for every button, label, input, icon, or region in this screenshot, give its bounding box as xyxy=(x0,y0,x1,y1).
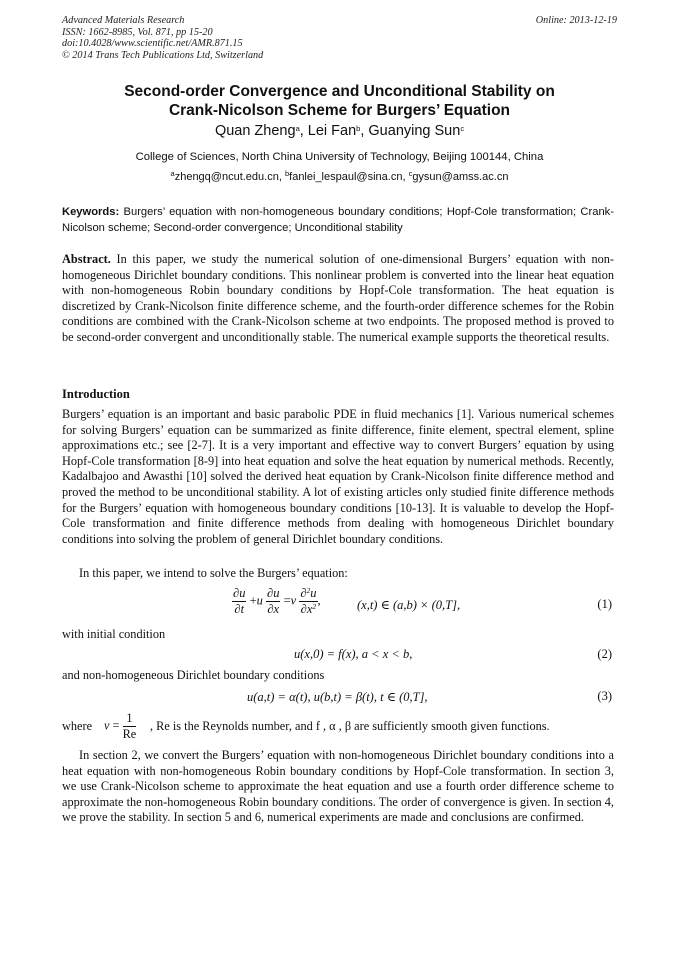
intro-paragraph-3: In section 2, we convert the Burgers’ equation with non-homogeneous Dirichlet boundary conditions into a heat equation with non-homogeneous Robin boundary conditions by Hopf-Cole transformation. In section 3, we use Crank-Nicolson scheme to approximate the heat equation and use a fourth order difference scheme to approximate the non-homogeneous Robin boundary conditions. The order of convergence is given. In section 4, we prove the stability. In section 5 and 6, numerical experiments are made and conclusions are confirmed. xyxy=(62,748,614,825)
boundary-conditions: u(a,t) = α(t), u(b,t) = β(t), t ∈ (0,T], xyxy=(247,690,428,704)
title-line-1: Second-order Convergence and Unconditional Stability on xyxy=(124,83,555,100)
online-date: Online: 2013-12-19 xyxy=(535,15,617,26)
keywords-label: Keywords: xyxy=(62,206,120,218)
intro-paragraph-1: Burgers’ equation is an important and basic parabolic PDE in fluid mechanics [1]. Various numerical schemes for solving Burgers’ equation can be summarized as finite difference, finite element, spectral element, spline approximations etc.; see [2-7]. It is a very important and effective way to convert Burgers’ equation by using Hopf-Cole transformation [8-9] into heat equation and solve the heat equation by numerical methods. Recently, Kadalbajoo and Awasthi [10] solved the derived heat equation by Crank-Nicolson finite difference method and proved the method to be unconditional stability. A lot of existing articles only studied finite difference methods for the Burgers’ equation with homogeneous boundary conditions [10-13]. It is valuable to develop the Hopf-Cole transformation and finite difference methods from dealing with homogeneous Dirichlet boundary conditions into solving the problem of general Dirichlet boundary conditions. xyxy=(62,407,614,546)
keywords-text: Burgers’ equation with non-homogeneous boundary conditions; Hopf-Cole transformation; Crank-Nicolson scheme; Second-order convergence; Unconditional stability xyxy=(62,206,614,234)
burgers-pde: $\frac{\partial u}{\partial t}$ +u $\frac{\partial u}{\partial x}$ =ν $\frac{\partial^2u}{\partial x^2}$ , xyxy=(233,586,321,616)
author-list: Quan Zheng$^a$, Lei Fan$^b$, Guanying Sun$^c$ xyxy=(214,123,465,139)
equation-1-domain: (x,t) ∈ (a,b) × (0,T], xyxy=(357,598,461,612)
copyright-line: © 2014 Trans Tech Publications Ltd, Switzerland xyxy=(62,49,264,61)
abstract-text: In this paper, we study the numerical solution of one-dimensional Burgers’ equation with non-homogeneous Dirichlet boundary conditions. This nonlinear problem is converted into the linear heat equation with non-homogeneous Robin boundary conditions by Hopf-Cole transformation. The heat equation is discretized by Crank-Nicolson finite difference scheme, and the fourth-order difference schemes for the Robin conditions are combined with the Crank-Nicolson scheme at two endpoints. The proposed method is proved to be second-order convergent and unconditionally stable. The numerical example supports the theoretical results. xyxy=(62,252,614,344)
abstract-block xyxy=(62,252,614,346)
author-1: Quan Zheng xyxy=(214,123,296,139)
equation-2-number: (2) xyxy=(597,647,612,661)
initial-condition-label: with initial condition xyxy=(62,627,166,641)
email-1: zhengq@ncut.edu.cn xyxy=(174,171,279,183)
author-2: Lei Fan xyxy=(307,123,357,139)
email-2-mark: b xyxy=(284,169,290,178)
equation-3 xyxy=(62,689,614,707)
journal-header xyxy=(62,15,617,61)
where-rest: , Re is the Reynolds number, and f , α , β are sufficiently smooth given functions. xyxy=(150,719,550,733)
email-3: gysun@amss.ac.cn xyxy=(412,171,509,183)
journal-name: Advanced Materials Research xyxy=(62,15,185,26)
paper-title xyxy=(62,82,617,120)
email-1-mark: a xyxy=(170,169,175,178)
equation-2 xyxy=(62,647,614,665)
affiliation: College of Sciences, North China University of Technology, Beijing 100144, China xyxy=(135,151,544,163)
intro-paragraph-2: In this paper, we intend to solve the Burgers’ equation: xyxy=(79,566,348,580)
author-3: Guanying Sun xyxy=(368,123,461,139)
where-line xyxy=(62,711,614,745)
email-list: $^a$zhengq@ncut.edu.cn, $^b$fanlei_lespaul@sina.cn, $^c$gysun@amss.ac.cn xyxy=(170,169,509,183)
equation-3-number: (3) xyxy=(597,689,612,703)
dirichlet-label: and non-homogeneous Dirichlet boundary conditions xyxy=(62,668,325,682)
nu-definition: ν = $\frac{1}{Re}$ xyxy=(104,711,137,741)
issn-line: ISSN: 1662-8985, Vol. 871, pp 15-20 xyxy=(62,26,213,38)
author-3-mark: c xyxy=(460,124,465,133)
intro-heading: Introduction xyxy=(62,387,130,401)
abstract-label: Abstract. xyxy=(62,252,111,266)
email-2: fanlei_lespaul@sina.cn xyxy=(289,171,403,183)
doi-line: doi:10.4028/www.scientific.net/AMR.871.15 xyxy=(62,38,243,50)
where-word: where xyxy=(62,719,93,733)
equation-1 xyxy=(62,586,614,626)
initial-condition: u(x,0) = f(x), a < x < b, xyxy=(294,647,413,661)
title-line-2: Crank-Nicolson Scheme for Burgers’ Equation xyxy=(168,102,511,119)
email-3-mark: c xyxy=(408,169,413,178)
keywords-block xyxy=(62,205,614,236)
author-1-mark: a xyxy=(295,124,300,133)
equation-1-number: (1) xyxy=(597,597,612,611)
author-2-mark: b xyxy=(356,124,361,133)
